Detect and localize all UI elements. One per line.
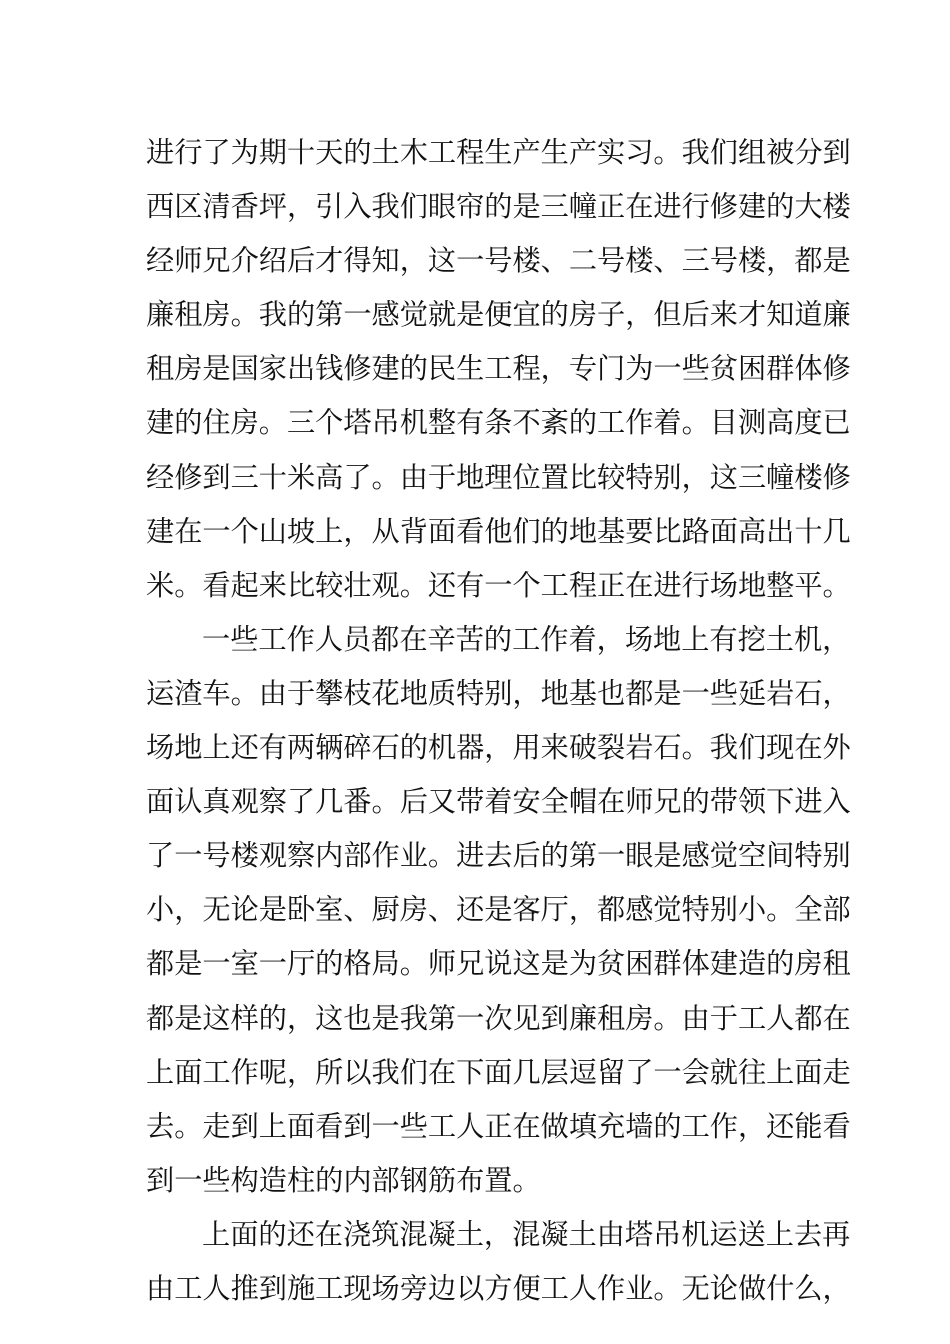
text-line: 经修到三十米高了。由于地理位置比较特别，这三幢楼修: [146, 460, 851, 494]
text-line: 场地上还有两辆碎石的机器，用来破裂岩石。我们现在外: [146, 731, 851, 765]
text-line: 去。走到上面看到一些工人正在做填充墙的工作，还能看: [146, 1109, 851, 1143]
text-line: 廉租房。我的第一感觉就是便宜的房子，但后来才知道廉: [146, 298, 851, 332]
text-line: 上面工作呢，所以我们在下面几层逗留了一会就往上面走: [146, 1055, 851, 1089]
text-line: 面认真观察了几番。后又带着安全帽在师兄的带领下进入: [146, 785, 851, 819]
body-text: [146, 126, 851, 1316]
text-line: 都是一室一厅的格局。师兄说这是为贫困群体建造的房租: [146, 947, 851, 981]
text-line: 上面的还在浇筑混凝土，混凝土由塔吊机运送上去再: [202, 1217, 851, 1251]
text-line: 建的住房。三个塔吊机整有条不紊的工作着。目测高度已: [146, 406, 851, 440]
text-line: 经师兄介绍后才得知，这一号楼、二号楼、三号楼，都是: [146, 244, 851, 278]
text-line: 租房是国家出钱修建的民生工程，专门为一些贫困群体修: [146, 352, 851, 386]
text-line: 建在一个山坡上，从背面看他们的地基要比路面高出十几: [146, 514, 851, 548]
text-line: 了一号楼观察内部作业。进去后的第一眼是感觉空间特别: [146, 839, 851, 873]
text-line: 西区清香坪，引入我们眼帘的是三幢正在进行修建的大楼: [146, 190, 851, 224]
text-line: 小，无论是卧室、厨房、还是客厅，都感觉特别小。全部: [146, 893, 851, 927]
text-line: 到一些构造柱的内部钢筋布置。: [146, 1163, 541, 1197]
text-line: 运渣车。由于攀枝花地质特别，地基也都是一些延岩石，: [146, 676, 851, 710]
text-line: 都是这样的，这也是我第一次见到廉租房。由于工人都在: [146, 1001, 851, 1035]
text-line: 进行了为期十天的土木工程生产生产实习。我们组被分到: [146, 136, 851, 169]
text-line: 一些工作人员都在辛苦的工作着，场地上有挖土机，: [202, 622, 851, 656]
text-line: 由工人推到施工现场旁边以方便工人作业。无论做什么，: [146, 1271, 851, 1305]
text-line: 米。看起来比较壮观。还有一个工程正在进行场地整平。: [146, 568, 851, 602]
